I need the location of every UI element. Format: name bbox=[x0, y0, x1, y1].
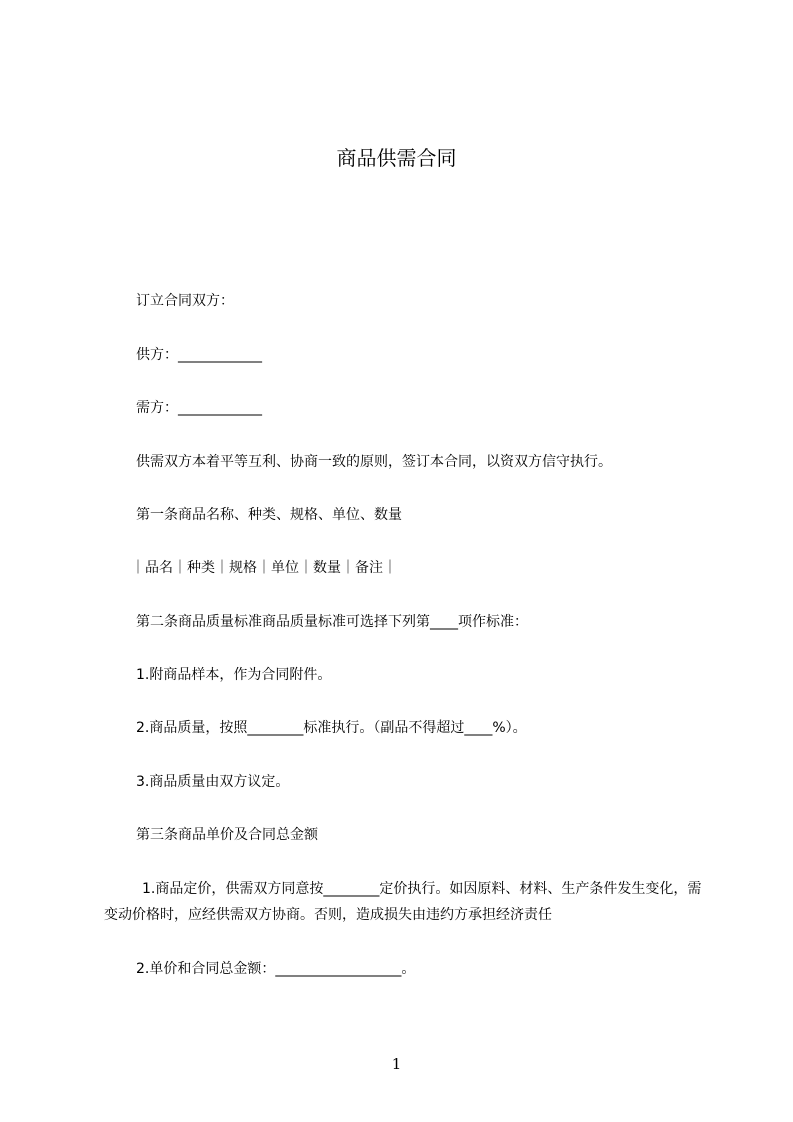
article-1-title: 第一条商品名称、种类、规格、单位、数量 bbox=[136, 507, 402, 523]
supplier-field: 供方：____________ bbox=[136, 347, 262, 363]
principle-paragraph: 供需双方本着平等互利、协商一致的原则，签订本合同，以资双方信守执行。 bbox=[136, 454, 612, 470]
article-3-title: 第三条商品单价及合同总金额 bbox=[136, 827, 318, 843]
page-number: 1 bbox=[391, 1055, 402, 1073]
article-2-item-3: 3.商品质量由双方议定。 bbox=[136, 774, 290, 790]
buyer-field: 需方：____________ bbox=[136, 400, 262, 416]
parties-intro: 订立合同双方： bbox=[136, 293, 234, 309]
article-2-item-1: 1.附商品样本，作为合同附件。 bbox=[136, 667, 332, 683]
article-2-title: 第二条商品质量标准商品质量标准可选择下列第____项作标准： bbox=[136, 614, 528, 630]
article-1-table-header: ｜品名｜种类｜规格｜单位｜数量｜备注｜ bbox=[131, 560, 397, 576]
article-3-item-1: 1.商品定价，供需双方同意按________定价执行。如因原料、材料、生产条件发生变化，需变动价格时，应经供需双方协商。否则，造成损失由违约方承担经济责任 bbox=[104, 881, 702, 923]
article-3-item-2: 2.单价和合同总金额：__________________。 bbox=[136, 961, 416, 977]
document-title: 商品供需合同 bbox=[336, 146, 457, 170]
article-2-item-2: 2.商品质量，按照________标准执行。（副品不得超过____%）。 bbox=[136, 720, 527, 736]
